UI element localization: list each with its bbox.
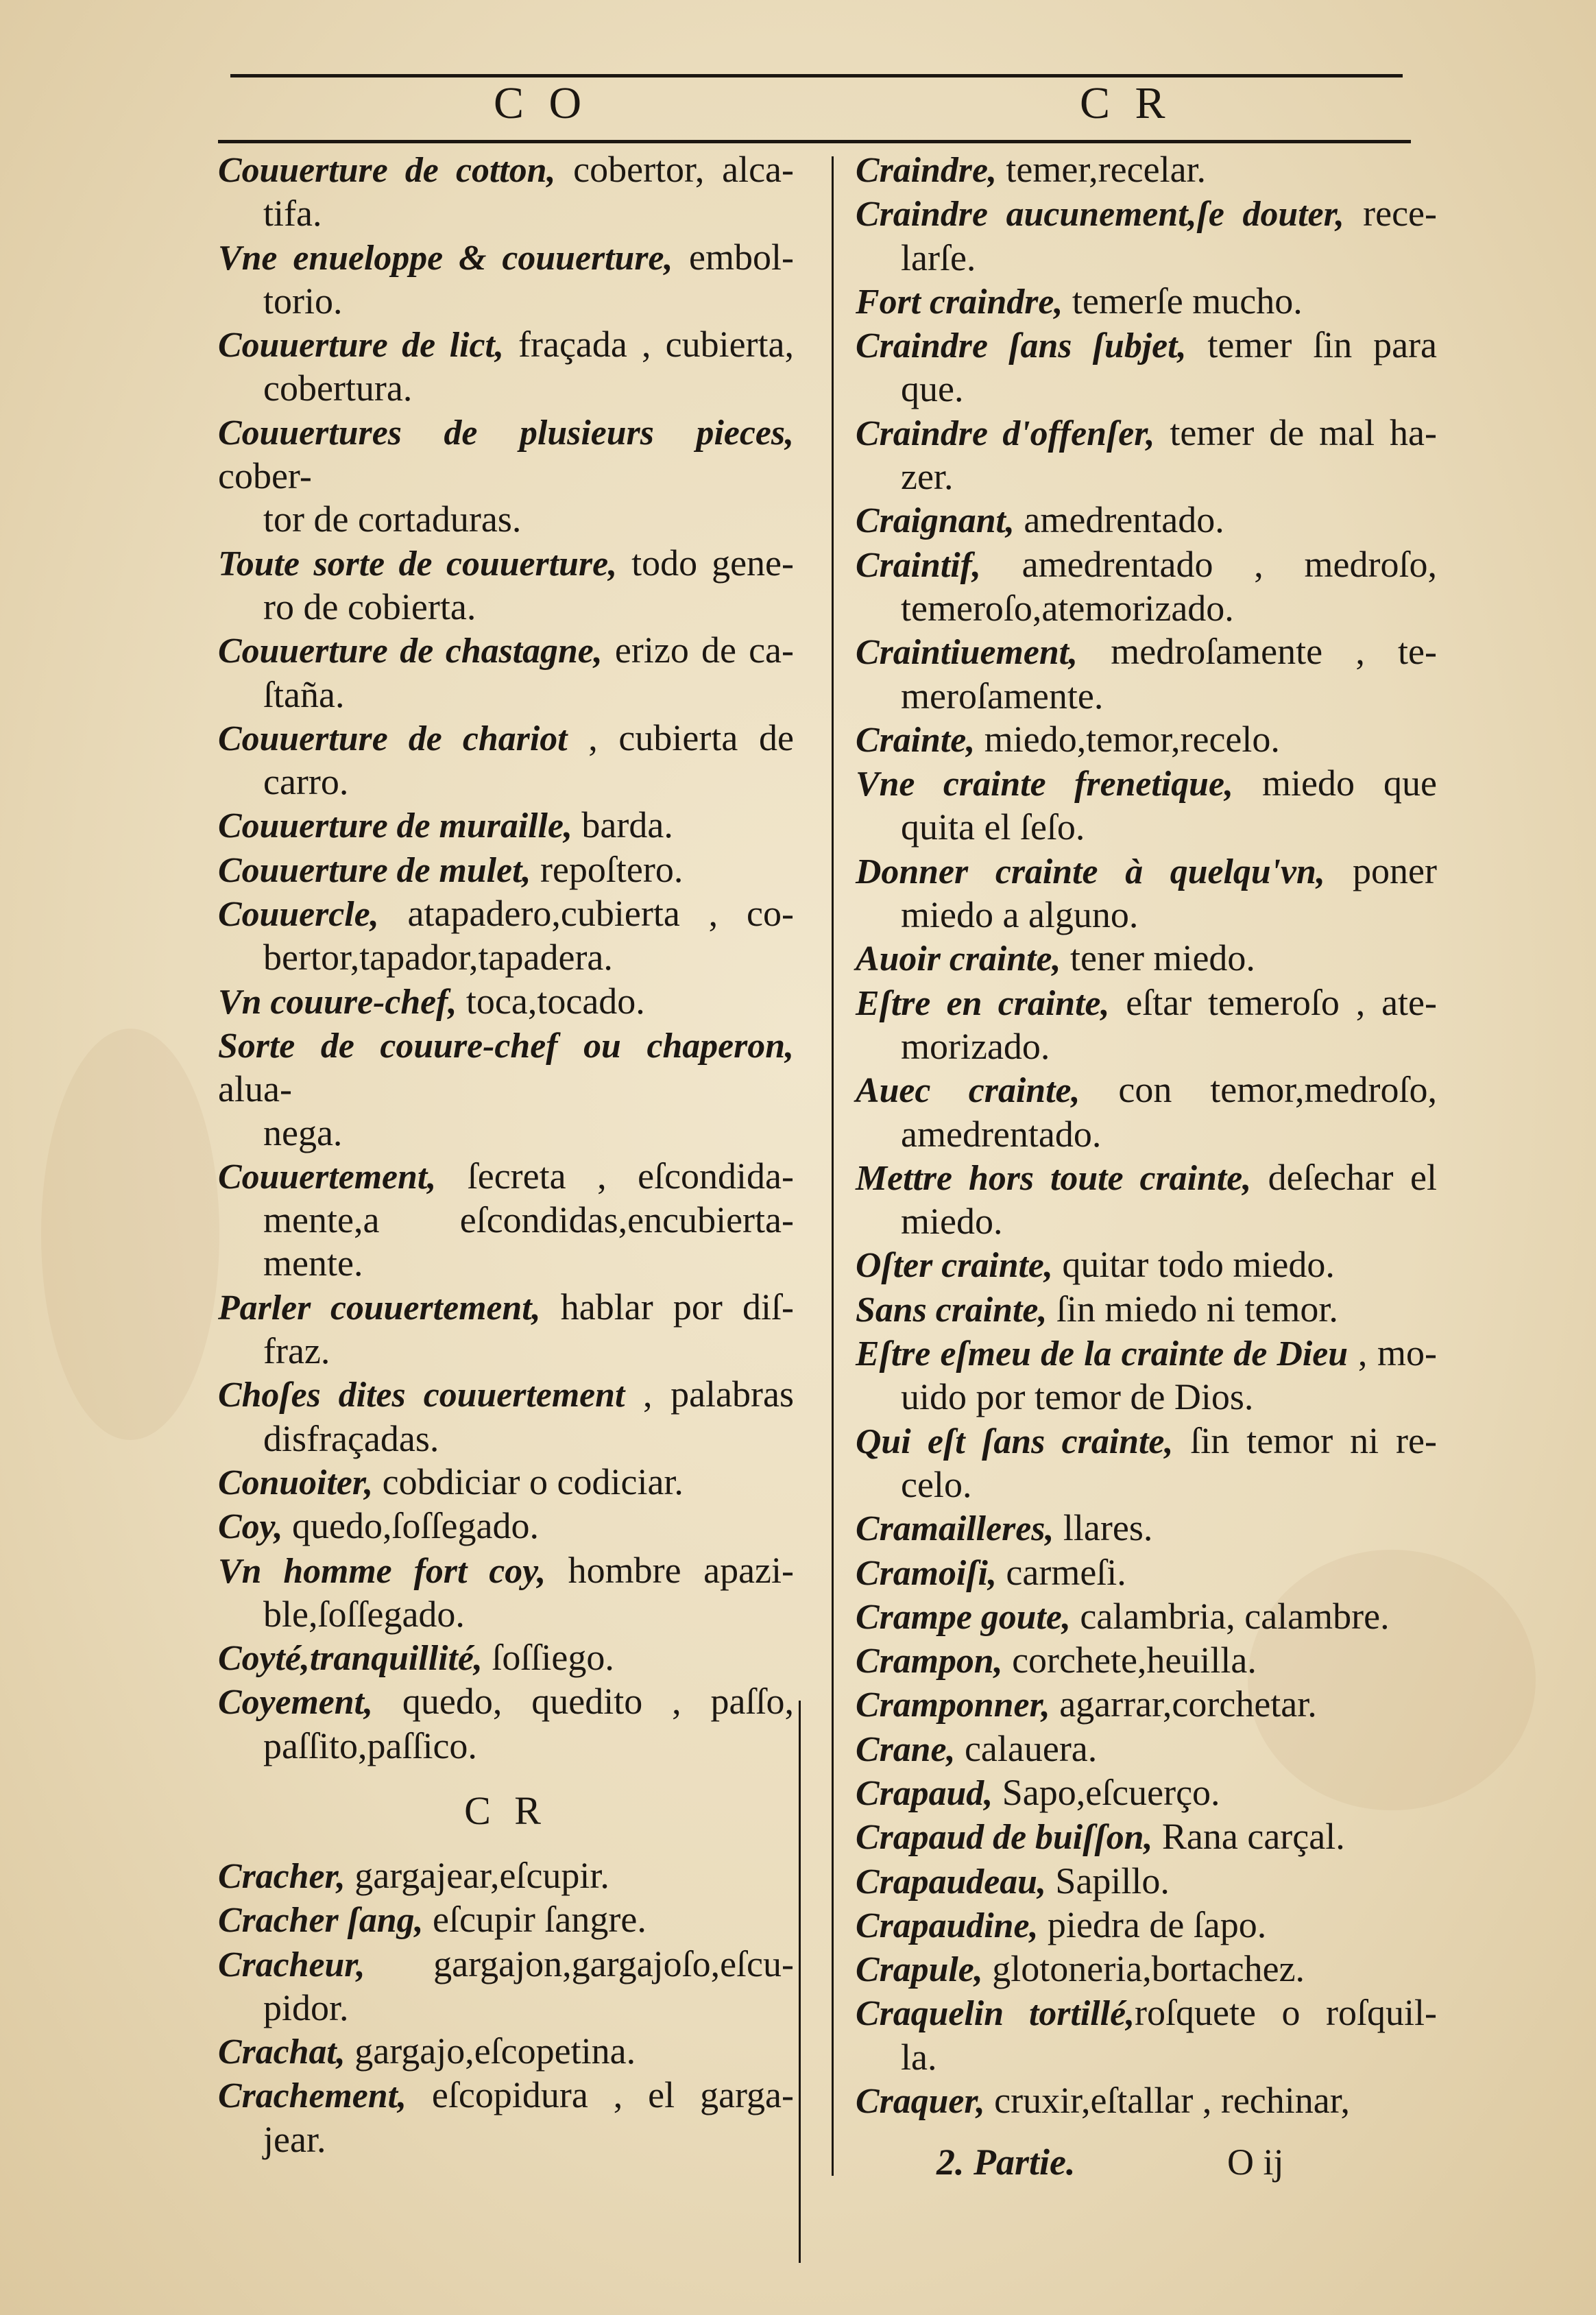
headword: Coyement, <box>218 1683 373 1723</box>
dictionary-entry <box>856 148 1437 192</box>
entry-first-line <box>856 324 1437 368</box>
entry-first-line <box>218 148 794 192</box>
entry-first-line <box>218 236 794 280</box>
entry-first-line <box>218 1680 794 1724</box>
headword: Crainte, <box>856 720 976 760</box>
dictionary-entry <box>856 1332 1437 1419</box>
dictionary-entry <box>218 1286 794 1374</box>
entry-continuation: jear. <box>263 2118 326 2160</box>
dictionary-entry <box>218 1943 794 2030</box>
entry-first-line <box>218 1155 794 1199</box>
headword: Couuercle, <box>218 895 379 935</box>
entry-first-line <box>856 1639 1437 1683</box>
entry-first-line <box>856 280 1437 324</box>
headword: Eſtre eſmeu de la crainte de Dieu <box>856 1334 1349 1374</box>
dictionary-entry <box>856 324 1437 411</box>
definition: , mo- <box>1348 1332 1437 1374</box>
dictionary-entry <box>856 1815 1437 1859</box>
definition: cobertor, alca- <box>555 149 794 190</box>
headword: Craquer, <box>856 2082 985 2122</box>
running-head-right: C R <box>1080 78 1172 128</box>
dictionary-entry <box>856 1771 1437 1815</box>
entry-first-line <box>218 892 794 936</box>
definition: todo gene- <box>617 542 794 584</box>
entry-first-line <box>856 1288 1437 1332</box>
entry-first-line <box>218 629 794 673</box>
left-entries-after-heading <box>218 1854 794 2161</box>
dictionary-entry <box>218 1024 794 1155</box>
dictionary-entry <box>218 1636 794 1680</box>
entry-first-line <box>856 630 1437 674</box>
definition: agarrar,corchetar. <box>1050 1683 1317 1725</box>
dictionary-entry <box>218 323 794 411</box>
headword: Couuerture de cotton, <box>218 151 556 190</box>
entry-continuation: miedo. <box>901 1201 1003 1243</box>
entry-first-line <box>218 411 794 499</box>
entry-first-line <box>218 1373 794 1417</box>
entry-first-line <box>856 981 1437 1025</box>
definition: glotoneria,bortachez. <box>982 1948 1305 1990</box>
entry-continuation: la. <box>901 2036 937 2078</box>
headword: Choſes dites couuertement <box>218 1376 625 1415</box>
headword: Oſter crainte, <box>856 1246 1053 1286</box>
definition: tener miedo. <box>1061 937 1255 979</box>
headword: Couuerture de chastagne, <box>218 632 603 671</box>
entry-first-line <box>218 717 794 760</box>
headword: Crapaud, <box>856 1773 993 1813</box>
headword: Cracheur, <box>218 1945 365 1984</box>
headword: Vn homme fort coy, <box>218 1551 546 1591</box>
dictionary-entry <box>856 718 1437 762</box>
dictionary-entry <box>218 1680 794 1768</box>
entry-first-line <box>856 1860 1437 1904</box>
entry-continuation: zer. <box>901 456 954 498</box>
entry-first-line <box>856 850 1437 893</box>
headword: Craindre d'offenſer, <box>856 413 1155 453</box>
dictionary-entry <box>856 1068 1437 1156</box>
entry-continuation: ſtaña. <box>263 673 345 715</box>
dictionary-entry <box>856 850 1437 937</box>
headword: Craquelin tortillé, <box>856 1994 1135 2034</box>
definition: temerſe mucho. <box>1063 280 1303 322</box>
column-divider <box>832 156 834 2176</box>
definition: gargajo,eſcopetina. <box>345 2030 636 2072</box>
headword: Sans crainte, <box>856 1290 1048 1330</box>
headword: Crachat, <box>218 2032 346 2072</box>
definition: temer,recelar. <box>996 149 1207 190</box>
entry-continuation: cobertura. <box>263 368 413 409</box>
headword: Cramponner, <box>856 1686 1050 1725</box>
headword: Vne enueloppe & couuerture, <box>218 238 673 278</box>
dictionary-entry <box>856 1156 1437 1244</box>
definition: ſecreta , eſcondida- <box>436 1155 794 1197</box>
definition: ſin temor ni re- <box>1173 1419 1437 1461</box>
headword: Craintif, <box>856 545 981 585</box>
entry-first-line <box>856 192 1437 236</box>
entry-first-line <box>218 1549 794 1593</box>
dictionary-entry <box>218 1549 794 1637</box>
entry-first-line <box>218 2074 794 2118</box>
definition: medroſamente , te- <box>1078 631 1437 673</box>
definition: gargajon,gargajoſo,eſcu- <box>365 1943 794 1984</box>
dictionary-entry <box>856 1507 1437 1550</box>
section-heading: C R <box>464 1788 548 1833</box>
entry-first-line <box>856 1683 1437 1727</box>
headword: Couuerture de chariot <box>218 719 568 758</box>
dictionary-entry <box>856 192 1437 280</box>
definition: piedra de ſapo. <box>1038 1904 1267 1945</box>
dictionary-entry <box>856 1860 1437 1904</box>
entry-continuation: larſe. <box>901 237 976 278</box>
dictionary-entry <box>218 1854 794 1898</box>
entry-first-line <box>218 2030 794 2074</box>
definition: Rana carçal. <box>1152 1816 1345 1858</box>
dictionary-entry <box>218 1461 794 1504</box>
definition: eſcopidura , el garga- <box>406 2074 794 2116</box>
entry-first-line <box>856 1947 1437 1991</box>
definition: calambria, calambre. <box>1070 1595 1390 1637</box>
definition: amedrentado , medroſo, <box>980 543 1437 585</box>
headword: Eſtre en crainte, <box>856 983 1110 1023</box>
top-rule <box>230 74 1403 77</box>
headword: Couuertures de plusieurs pieces, <box>218 413 794 453</box>
definition: cober- <box>218 455 312 497</box>
headword: Craindre, <box>856 151 997 190</box>
entry-continuation: amedrentado. <box>901 1113 1102 1155</box>
dictionary-entry <box>856 762 1437 850</box>
dictionary-entry <box>856 543 1437 631</box>
headword: Sorte de couure-chef ou chaperon, <box>218 1026 794 1066</box>
headword: Cracher ſang, <box>218 1901 424 1941</box>
headword: Coy, <box>218 1507 283 1547</box>
entry-first-line <box>856 1771 1437 1815</box>
headword: Parler couuertement, <box>218 1288 541 1328</box>
entry-continuation: tifa. <box>263 193 322 235</box>
definition: fraçada , cubierta, <box>503 324 794 365</box>
dictionary-entry <box>856 1947 1437 1991</box>
dictionary-entry <box>218 717 794 804</box>
definition: repoſtero. <box>531 848 684 890</box>
definition: poner <box>1325 850 1437 891</box>
entry-continuation: ble,ſoſſegado. <box>263 1593 465 1635</box>
headword: Craignant, <box>856 501 1015 541</box>
entry-first-line <box>218 1898 794 1942</box>
dictionary-entry <box>856 1551 1437 1595</box>
definition: miedo que <box>1233 763 1437 804</box>
dictionary-entry <box>856 1904 1437 1947</box>
entry-continuation: celo. <box>901 1463 972 1505</box>
dictionary-entry <box>218 2030 794 2074</box>
headword: Fort craindre, <box>856 282 1063 322</box>
dictionary-entry <box>856 1243 1437 1287</box>
entry-first-line <box>856 2079 1437 2123</box>
definition: hombre apazi- <box>546 1549 794 1591</box>
definition: temer ſin para <box>1186 324 1437 366</box>
definition: eſcupir ſangre. <box>423 1899 646 1941</box>
dictionary-entry <box>856 499 1437 542</box>
definition: embol- <box>673 236 794 278</box>
entry-continuation: bertor,tapador,tapadera. <box>263 937 613 979</box>
dictionary-entry <box>856 1288 1437 1332</box>
entry-first-line <box>218 1854 794 1898</box>
dictionary-entry <box>856 411 1437 499</box>
signature-mark: O ij <box>1227 2142 1284 2183</box>
definition: calauera. <box>955 1727 1098 1769</box>
definition: cruxir,eſtallar , rechinar, <box>984 2080 1351 2122</box>
entry-continuation: fraz. <box>263 1330 330 1372</box>
headword: Cracher, <box>218 1856 346 1896</box>
headword: Coyté,tranquillité, <box>218 1639 483 1679</box>
headword: Crapaudeau, <box>856 1862 1046 1902</box>
dictionary-entry <box>218 1155 794 1286</box>
entry-continuation: disfraçadas. <box>263 1417 439 1459</box>
dictionary-entry <box>856 1419 1437 1507</box>
entry-continuation: meroſamente. <box>901 675 1104 717</box>
entry-continuation: uido por temor de Dios. <box>901 1376 1254 1418</box>
headword: Craindre aucunement,ſe douter, <box>856 195 1344 235</box>
headword: Toute sorte de couuerture, <box>218 544 618 584</box>
definition: hablar por diſ- <box>540 1286 794 1328</box>
headword: Crapaudine, <box>856 1906 1039 1945</box>
entry-continuation: mente,a eſcondidas,encubierta- <box>263 1199 794 1241</box>
headword: Crapule, <box>856 1950 983 1990</box>
entry-first-line <box>856 1904 1437 1947</box>
definition: miedo,temor,recelo. <box>975 718 1280 760</box>
definition: corchete,heuilla. <box>1002 1640 1257 1681</box>
footer-part: 2. Partie. <box>936 2142 1076 2183</box>
dictionary-entry <box>856 630 1437 718</box>
divider-tick <box>799 1701 801 2263</box>
definition: , cubierta de <box>567 717 794 758</box>
headword: Couuerture de lict, <box>218 326 504 365</box>
headword: Auoir crainte, <box>856 939 1061 979</box>
definition: cobdiciar o codiciar. <box>373 1461 684 1502</box>
entry-continuation: paſſito,paſſico. <box>263 1725 477 1766</box>
entry-continuation: miedo a alguno. <box>901 894 1139 936</box>
dictionary-entry <box>218 1373 794 1461</box>
headword: Couuerture de mulet, <box>218 850 531 890</box>
entry-first-line <box>218 1461 794 1504</box>
headword: Cramoiſi, <box>856 1553 997 1593</box>
definition: , palabras <box>625 1374 794 1415</box>
definition: quedo, quedito , paſſo, <box>373 1681 794 1723</box>
entry-first-line <box>856 1156 1437 1200</box>
dictionary-entry <box>856 1639 1437 1683</box>
right-entries <box>856 148 1437 2123</box>
left-entries <box>218 148 794 1768</box>
dictionary-entry <box>218 1504 794 1548</box>
entry-continuation: quita el ſeſo. <box>901 806 1085 848</box>
definition: barda. <box>572 804 673 846</box>
dictionary-entry <box>856 1595 1437 1639</box>
headword: Crampe goute, <box>856 1597 1071 1637</box>
entry-first-line <box>218 1636 794 1680</box>
entry-first-line <box>856 718 1437 762</box>
dictionary-entry <box>218 848 794 892</box>
definition: Sapo,eſcuerço. <box>993 1771 1220 1813</box>
dictionary-entry <box>856 1727 1437 1771</box>
dictionary-entry <box>856 2079 1437 2123</box>
entry-continuation: mente. <box>263 1243 363 1284</box>
headword: Donner crainte à quelqu'vn, <box>856 852 1325 891</box>
headword: Cramailleres, <box>856 1509 1054 1549</box>
entry-first-line <box>218 1943 794 1987</box>
definition: erizo de ca- <box>602 629 794 671</box>
entry-first-line <box>856 1507 1437 1550</box>
entry-first-line <box>856 1551 1437 1595</box>
definition: amedrentado. <box>1014 499 1224 541</box>
headword: Qui eſt ſans crainte, <box>856 1422 1174 1461</box>
entry-first-line <box>856 543 1437 587</box>
entry-first-line <box>856 1815 1437 1859</box>
dictionary-entry <box>856 1683 1437 1727</box>
entry-first-line <box>856 1419 1437 1463</box>
dictionary-entry <box>218 980 794 1024</box>
entry-continuation: nega. <box>263 1112 343 1153</box>
dictionary-entry <box>856 280 1437 324</box>
definition: con temor,medroſo, <box>1080 1069 1438 1111</box>
entry-first-line <box>856 1991 1437 2035</box>
entry-first-line <box>856 499 1437 542</box>
definition: temer de mal ha- <box>1154 411 1437 453</box>
entry-first-line <box>218 980 794 1024</box>
definition: ſin miedo ni temor. <box>1047 1288 1338 1330</box>
headword: Mettre hors toute crainte, <box>856 1158 1252 1198</box>
entry-first-line <box>856 762 1437 806</box>
definition: roſquete o roſquil- <box>1135 1992 1437 2034</box>
definition: gargajear,eſcupir. <box>345 1854 609 1896</box>
running-head-left: C O <box>494 78 589 128</box>
dictionary-entry <box>218 148 794 236</box>
headword: Vne crainte frenetique, <box>856 765 1233 804</box>
definition: deſechar el <box>1251 1156 1437 1198</box>
entry-continuation: pidor. <box>263 1987 349 2028</box>
definition: Sapillo. <box>1045 1860 1170 1902</box>
entry-first-line <box>856 148 1437 192</box>
dictionary-entry <box>218 411 794 542</box>
entry-first-line <box>856 1243 1437 1287</box>
dictionary-entry <box>218 1898 794 1942</box>
definition: ſoſſiego. <box>482 1637 614 1679</box>
definition: carmeſi. <box>996 1551 1126 1593</box>
entry-continuation: tor de cortaduras. <box>263 499 522 540</box>
entry-continuation: que. <box>901 368 964 410</box>
entry-first-line <box>856 1068 1437 1112</box>
dictionary-entry <box>218 629 794 717</box>
entry-first-line <box>218 1286 794 1330</box>
definition: atapadero,cubierta , co- <box>378 893 794 935</box>
entry-first-line <box>218 804 794 848</box>
headword: Couuertement, <box>218 1157 437 1197</box>
entry-first-line <box>856 411 1437 455</box>
dictionary-entry <box>218 2074 794 2161</box>
header-rule <box>218 140 1411 143</box>
headword: Crapaud de buiſſon, <box>856 1818 1153 1858</box>
headword: Crachement, <box>218 2076 407 2116</box>
definition: eſtar temeroſo , ate- <box>1109 981 1437 1023</box>
headword: Crampon, <box>856 1642 1003 1681</box>
dictionary-entry <box>218 542 794 629</box>
entry-first-line <box>856 1595 1437 1639</box>
entry-first-line <box>218 323 794 367</box>
headword: Craintiuement, <box>856 633 1078 673</box>
entry-first-line <box>218 542 794 586</box>
dictionary-entry <box>218 236 794 324</box>
headword: Craindre ſans ſubjet, <box>856 326 1187 366</box>
definition: alua- <box>218 1068 292 1110</box>
dictionary-entry <box>856 981 1437 1069</box>
entry-continuation: ro de cobierta. <box>263 586 476 627</box>
entry-first-line <box>856 1727 1437 1771</box>
definition: quedo,ſoſſegado. <box>282 1505 539 1547</box>
definition: rece- <box>1344 193 1437 235</box>
definition: llares. <box>1054 1507 1153 1549</box>
entry-continuation: temeroſo,atemorizado. <box>901 587 1234 629</box>
dictionary-entry <box>856 937 1437 981</box>
entry-first-line <box>218 1504 794 1548</box>
entry-continuation: morizado. <box>901 1025 1050 1067</box>
headword: Auec crainte, <box>856 1071 1080 1111</box>
headword: Crane, <box>856 1729 956 1769</box>
right-column <box>856 148 1437 2123</box>
definition: toca,tocado. <box>457 980 645 1022</box>
dictionary-entry <box>218 892 794 980</box>
headword: Conuoiter, <box>218 1463 374 1502</box>
left-column <box>218 148 794 2161</box>
definition: quitar todo miedo. <box>1052 1244 1335 1286</box>
entry-continuation: carro. <box>263 761 349 803</box>
entry-first-line <box>856 1332 1437 1376</box>
entry-first-line <box>218 848 794 892</box>
entry-first-line <box>856 937 1437 981</box>
entry-continuation: torio. <box>263 280 343 322</box>
headword: Vn couure-chef, <box>218 982 457 1022</box>
headword: Couuerture de muraille, <box>218 806 572 846</box>
dictionary-entry <box>856 1991 1437 2079</box>
dictionary-entry <box>218 804 794 848</box>
entry-first-line <box>218 1024 794 1112</box>
